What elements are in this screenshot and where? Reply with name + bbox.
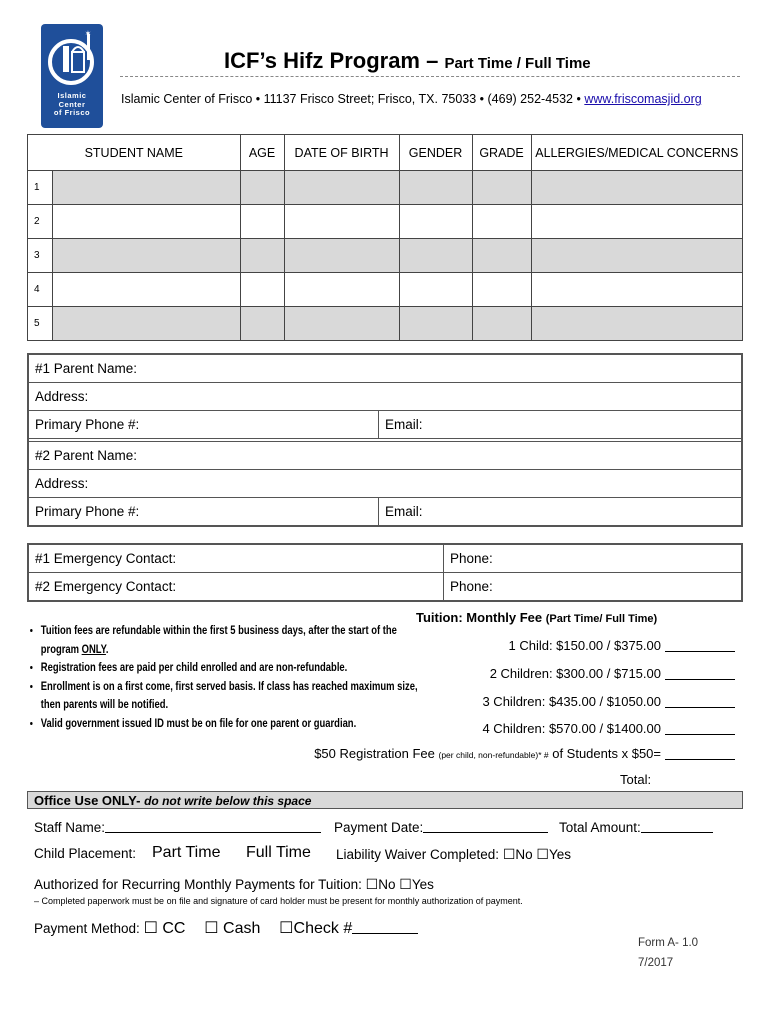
emergency-box xyxy=(27,543,743,602)
parent2-phone-field[interactable]: Primary Phone #: xyxy=(35,504,140,519)
emergency1-phone-field[interactable]: Phone: xyxy=(443,545,493,572)
table-row[interactable]: 2 xyxy=(28,205,743,239)
emergency1-row xyxy=(29,545,741,573)
parent2-email-field[interactable]: Email: xyxy=(378,498,423,525)
table-row[interactable]: 4 xyxy=(28,273,743,307)
tuition-line-1: 1 Child: $150.00 / $375.00 xyxy=(508,638,735,653)
col-age: AGE xyxy=(240,135,284,171)
icf-logo xyxy=(41,24,103,128)
mosque-icon xyxy=(47,28,97,92)
svg-text:✶: ✶ xyxy=(84,29,92,38)
parent-info-box xyxy=(27,353,743,527)
parent1-email-field[interactable]: Email: xyxy=(378,411,423,438)
website-link[interactable]: www.friscomasjid.org xyxy=(584,92,702,106)
payment-method-row: Payment Method: ☐ CC ☐ Cash ☐Check # xyxy=(34,918,418,938)
check-checkbox[interactable]: ☐Check # xyxy=(279,920,418,937)
total-amount-field[interactable]: Total Amount: xyxy=(559,820,713,835)
table-row[interactable]: 3 xyxy=(28,239,743,273)
emergency2-field[interactable]: #2 Emergency Contact: xyxy=(35,579,177,594)
child-placement-label: Child Placement: xyxy=(34,846,137,861)
address-line: Islamic Center of Frisco • 11137 Frisco Street; Frisco, TX. 75033 • (469) 252-4532 • www.friscomasjid.org xyxy=(121,92,702,106)
title-divider xyxy=(120,76,740,77)
table-header-row xyxy=(28,135,743,171)
emergency1-field[interactable]: #1 Emergency Contact: xyxy=(35,551,177,566)
logo-text-3: of Frisco xyxy=(53,108,91,117)
table-row[interactable]: 5 xyxy=(28,307,743,341)
tuition-heading: Tuition: Monthly Fee (Part Time/ Full Time) xyxy=(416,610,658,625)
liability-yes-checkbox[interactable]: ☐ xyxy=(536,846,549,862)
office-use-bar: Office Use ONLY- do not write below this space xyxy=(27,791,743,809)
parent2-address-field[interactable]: Address: xyxy=(29,470,741,498)
parent1-phone-row xyxy=(29,411,741,442)
payment-date-field[interactable]: Payment Date: xyxy=(334,820,548,835)
cc-checkbox[interactable]: ☐ CC xyxy=(143,920,186,937)
tuition-line-2: 2 Children: $300.00 / $715.00 xyxy=(490,666,735,681)
parent2-name-field[interactable]: #2 Parent Name: xyxy=(29,442,741,470)
total-label: Total: xyxy=(620,772,652,787)
page-title: ICF’s Hifz Program – Part Time / Full Time xyxy=(224,48,591,73)
paperwork-note: – Completed paperwork must be on file and signature of card holder must be present for monthly authorization of payment. xyxy=(34,896,523,906)
form-id: Form A- 1.0 xyxy=(638,937,699,949)
tuition-line-4: 4 Children: $570.00 / $1400.00 xyxy=(482,721,735,736)
parent1-address-field[interactable]: Address: xyxy=(29,383,741,411)
tuition-line-3: 3 Children: $435.00 / $1050.00 xyxy=(482,694,735,709)
table-row[interactable]: 1 xyxy=(28,171,743,205)
policy-list xyxy=(26,622,420,733)
recurring-yes-checkbox[interactable]: ☐ xyxy=(399,876,412,892)
recurring-no-checkbox[interactable]: ☐ xyxy=(365,876,379,892)
parent1-name-field[interactable]: #1 Parent Name: xyxy=(29,355,741,383)
emergency2-phone-field[interactable]: Phone: xyxy=(443,573,493,600)
registration-fee-line: $50 Registration Fee (per child, non-refundable)* # of Students x $50= xyxy=(314,746,735,761)
staff-name-field[interactable]: Staff Name: xyxy=(34,820,321,835)
col-dob: DATE OF BIRTH xyxy=(284,135,399,171)
emergency2-row xyxy=(29,573,741,600)
student-table xyxy=(27,134,743,341)
cash-checkbox[interactable]: ☐ Cash xyxy=(204,920,261,937)
logo-text-2: Center xyxy=(58,99,86,109)
full-time-option[interactable]: Full Time xyxy=(246,844,311,861)
col-student-name: STUDENT NAME xyxy=(28,135,241,171)
policy-registration: • Registration fees are paid per child enrolled and are non-refundable. xyxy=(41,659,420,678)
policy-refund: • Tuition fees are refundable within the first 5 business days, after the start of the program ONLY. xyxy=(41,622,420,659)
policy-enrollment: • Enrollment is on a first come, first served basis. If class has reached maximum size, then parents will be notified. xyxy=(41,678,420,715)
policy-id: • Valid government issued ID must be on file for one parent or guardian. xyxy=(41,715,420,734)
logo-text-1: Islamic xyxy=(57,91,87,100)
form-date: 7/2017 xyxy=(638,957,674,969)
recurring-payment-row: Authorized for Recurring Monthly Payments for Tuition: ☐No ☐Yes xyxy=(34,876,434,892)
liability-no-checkbox[interactable]: ☐ xyxy=(502,846,516,862)
liability-waiver-row: Liability Waiver Completed: ☐No ☐Yes xyxy=(336,846,572,862)
col-grade: GRADE xyxy=(472,135,531,171)
col-gender: GENDER xyxy=(399,135,472,171)
col-allergies: ALLERGIES/MEDICAL CONCERNS xyxy=(531,135,742,171)
part-time-option[interactable]: Part Time xyxy=(152,844,221,861)
parent1-phone-field[interactable]: Primary Phone #: xyxy=(35,417,140,432)
parent2-phone-row xyxy=(29,498,741,525)
